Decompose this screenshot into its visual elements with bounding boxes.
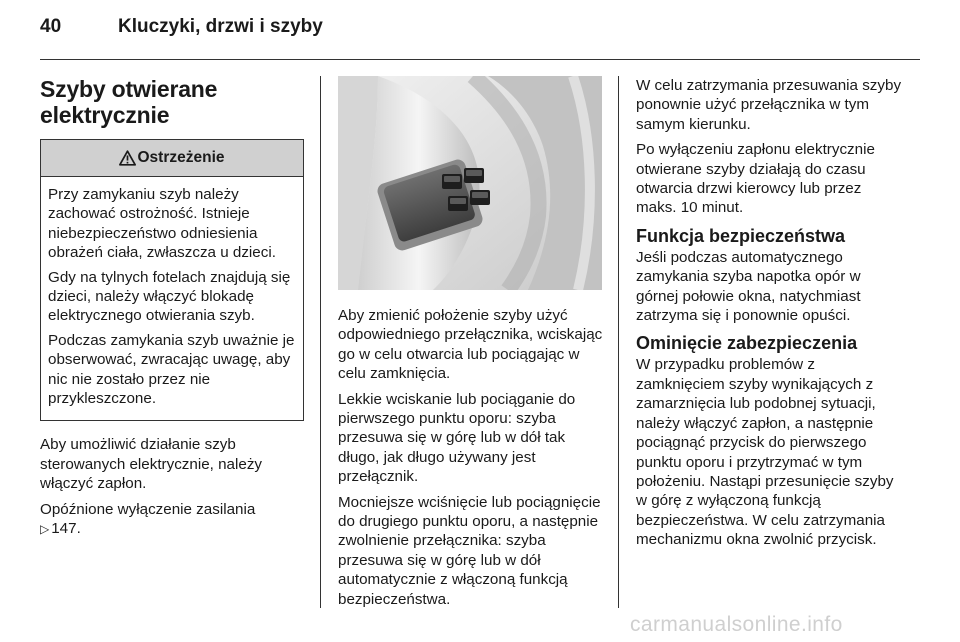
warning-paragraph: Przy zamykaniu szyb należy zachować ostrożność. Istnieje niebezpieczeństwo odniesienia obrażeń ciała, zwłaszcza u dzieci.	[48, 186, 276, 262]
warning-paragraph: Gdy na tylnych fotelach znajdują się dzieci, należy włączyć blokadę elektrycznego otwierania szyb.	[48, 268, 291, 325]
warning-paragraph: Podczas zamykania szyb uważnie je obserwować, zwracając uwagę, aby nic nie zostało przez nie przykleszczone.	[48, 331, 295, 408]
running-title: Kluczyki, drzwi i szyby	[118, 16, 323, 37]
window-switch-illustration	[338, 76, 602, 290]
column-divider-left	[320, 76, 321, 608]
body-text: Opóźnione wyłączenie zasilania	[40, 500, 256, 518]
warning-header	[41, 140, 303, 177]
body-paragraph: Jeśli podczas automatycznego zamykania szyba napotka opór w górnej połowie okna, natychmiast zatrzyma się i ponownie opuści.	[636, 248, 861, 325]
warning-title: Ostrzeżenie	[137, 149, 225, 167]
page-reference[interactable]: 147.	[51, 520, 81, 538]
reference-arrow-icon: ▷	[40, 522, 50, 537]
section-title-line: elektrycznie	[40, 102, 170, 128]
override-heading: Ominięcie zabezpieczenia	[636, 333, 858, 354]
body-paragraph: W przypadku problemów z zamknięciem szyby wynikających z zamarznięcia lub podobnej sytuacji, należy włączyć zapłon, a następnie pociągnąć przycisk do pierwszego punktu oporu i przytrzymać w tym położeniu. Nastąpi przesunięcie szyby w górę z wyłączoną funkcją bezpieczeństwa. W celu zatrzymania mechanizmu okna zwolnić przycisk.	[636, 356, 894, 549]
watermark: carmanualsonline.info	[630, 613, 843, 636]
section-title	[40, 76, 304, 128]
column-right	[636, 76, 906, 556]
page-number: 40	[40, 16, 62, 37]
warning-box	[40, 139, 304, 421]
body-paragraph: Lekkie wciskanie lub pociąganie do pierwszego punktu oporu: szyba przesuwa się w górę lub w dół tak długo, jak długo używany jest przełącznik.	[338, 390, 576, 486]
body-paragraph: Aby zmienić położenie szyby użyć odpowiedniego przełącznika, wciskając go w celu otwarcia lub pociągając w celu zamknięcia.	[338, 307, 603, 383]
column-left	[40, 76, 304, 546]
door-panel-drawing	[338, 76, 602, 290]
body-paragraph: W celu zatrzymania przesuwania szyby ponownie użyć przełącznika w tym samym kierunku.	[636, 77, 902, 133]
safety-heading: Funkcja bezpieczeństwa	[636, 225, 846, 246]
body-paragraph: Po wyłączeniu zapłonu elektrycznie otwierane szyby działają do czasu otwarcia drzwi kierowcy lub przez maks. 10 minut.	[636, 141, 875, 217]
page-header	[40, 14, 920, 62]
body-paragraph: Aby umożliwić działanie szyb sterowanych elektrycznie, należy włączyć zapłon.	[40, 436, 263, 493]
column-divider-right	[618, 76, 619, 608]
column-middle	[338, 76, 603, 615]
header-rule	[40, 59, 920, 60]
section-title-line: Szyby otwierane	[40, 76, 218, 102]
warning-body	[41, 177, 303, 420]
warning-triangle-icon	[119, 150, 136, 166]
body-paragraph	[40, 500, 304, 540]
body-paragraph: Mocniejsze wciśnięcie lub pociągnięcie do drugiego punktu oporu, a następnie zwolnienie przełącznika: szyba przesuwa się w górę lub w dół automatycznie z włączoną funkcją bezpieczeństwa.	[338, 493, 601, 608]
